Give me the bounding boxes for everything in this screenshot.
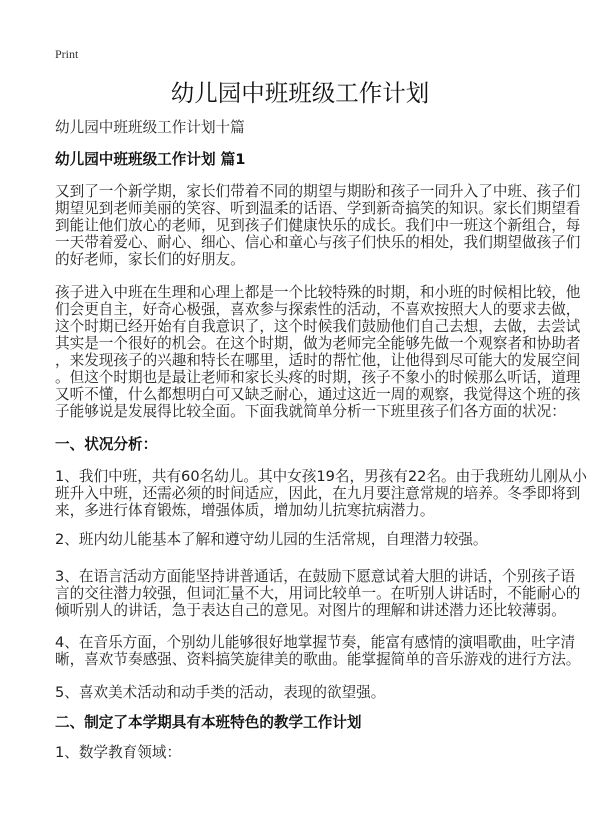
text-line: 1、我们中班，共有60名幼儿。其中女孩19名，男孩有22名。由于我班幼儿刚从小 bbox=[55, 468, 587, 485]
text-line: 3、在语言活动方面能坚持讲普通话，在鼓励下愿意试着大胆的讲话，个别孩子语 bbox=[55, 568, 576, 585]
page-title: 幼儿园中班班级工作计划 bbox=[170, 79, 430, 107]
plan-item-math: 1、数学教育领域： bbox=[55, 744, 182, 761]
heading-analysis: 一、状况分析： bbox=[55, 436, 158, 453]
analysis-item-1 bbox=[55, 468, 587, 519]
text-line: 言的交往潜力较强，但词汇量不大，用词比较单一。在听别人讲话时，不能耐心的 bbox=[55, 585, 581, 602]
text-line: 的好老师，家长们的好朋友。 bbox=[55, 251, 245, 268]
analysis-item-4 bbox=[55, 634, 581, 668]
text-line: 来，多进行体育锻炼，增强体质，增加幼儿抗寒抗病潜力。 bbox=[55, 502, 435, 519]
text-line: 孩子进入中班在生理和心理上都是一个比较特殊的时期，和小班的时候相比较，他 bbox=[55, 284, 581, 301]
analysis-item-2 bbox=[55, 531, 555, 548]
text-line: 一天带着爱心、耐心、细心、信心和童心与孩子们快乐的相处，我们期望做孩子们 bbox=[55, 234, 581, 251]
subtitle: 幼儿园中班班级工作计划十篇 bbox=[55, 119, 245, 136]
analysis-item-5 bbox=[55, 684, 555, 701]
analysis-item-3 bbox=[55, 568, 581, 619]
heading-plan: 二、制定了本学期具有本班特色的教学工作计划 bbox=[55, 714, 362, 731]
text-line: 这个时期已经开始有自我意识了，这个时候我们鼓励他们自己去想，去做，去尝试 bbox=[55, 318, 581, 335]
print-link[interactable]: Print bbox=[55, 47, 79, 61]
text-line: 期望见到老师美丽的笑容、听到温柔的话语、学到新奇搞笑的知识。家长们期望看 bbox=[55, 200, 581, 217]
paragraph-development bbox=[55, 284, 581, 420]
paragraph-intro bbox=[55, 183, 581, 268]
section-heading: 幼儿园中班班级工作计划 篇1 bbox=[55, 151, 246, 168]
text-line: 其实是一个很好的机会。在这个时期，做为老师完全能够先做一个观察者和协助者 bbox=[55, 335, 581, 352]
text-line: 到能让他们放心的老师，见到孩子们健康快乐的成长。我们中一班这个新组合，每 bbox=[55, 217, 581, 234]
text-line: 子能够说是发展得比较全面。下面我就简单分析一下班里孩子们各方面的状况： bbox=[55, 403, 566, 420]
text-line: 2、班内幼儿能基本了解和遵守幼儿园的生活常规，自理潜力较强。 bbox=[55, 531, 488, 548]
text-line: 5、喜欢美术活动和动手类的活动，表现的欲望强。 bbox=[55, 684, 386, 701]
text-line: 4、在音乐方面，个别幼儿能够很好地掌握节奏，能富有感情的演唱歌曲，吐字清 bbox=[55, 634, 576, 651]
text-line: 班升入中班，还需必须的时间适应，因此，在九月要注意常规的培养。冬季即将到 bbox=[55, 485, 581, 502]
text-line: 。但这个时期也是最让老师和家长头疼的时期，孩子不象小的时候那么听话，道理 bbox=[55, 369, 581, 386]
text-line: ，来发现孩子的兴趣和特长在哪里，适时的帮忙他，让他得到尽可能大的发展空间 bbox=[55, 352, 581, 369]
text-line: 晰，喜欢节奏感强、资料搞笑旋律美的歌曲。能掌握简单的音乐游戏的进行方法。 bbox=[55, 651, 581, 668]
text-line: 又听不懂，什么都想明白可又缺乏耐心，通过这近一周的观察，我觉得这个班的孩 bbox=[55, 386, 581, 403]
text-line: 们会更自主，好奇心极强，喜欢参与探索性的活动，不喜欢按照大人的要求去做， bbox=[55, 301, 581, 318]
text-line: 倾听别人的讲话，急于表达自己的意见。对图片的理解和讲述潜力还比较薄弱。 bbox=[55, 602, 566, 619]
text-line: 又到了一个新学期，家长们带着不同的期望与期盼和孩子一同升入了中班、孩子们 bbox=[55, 183, 581, 200]
